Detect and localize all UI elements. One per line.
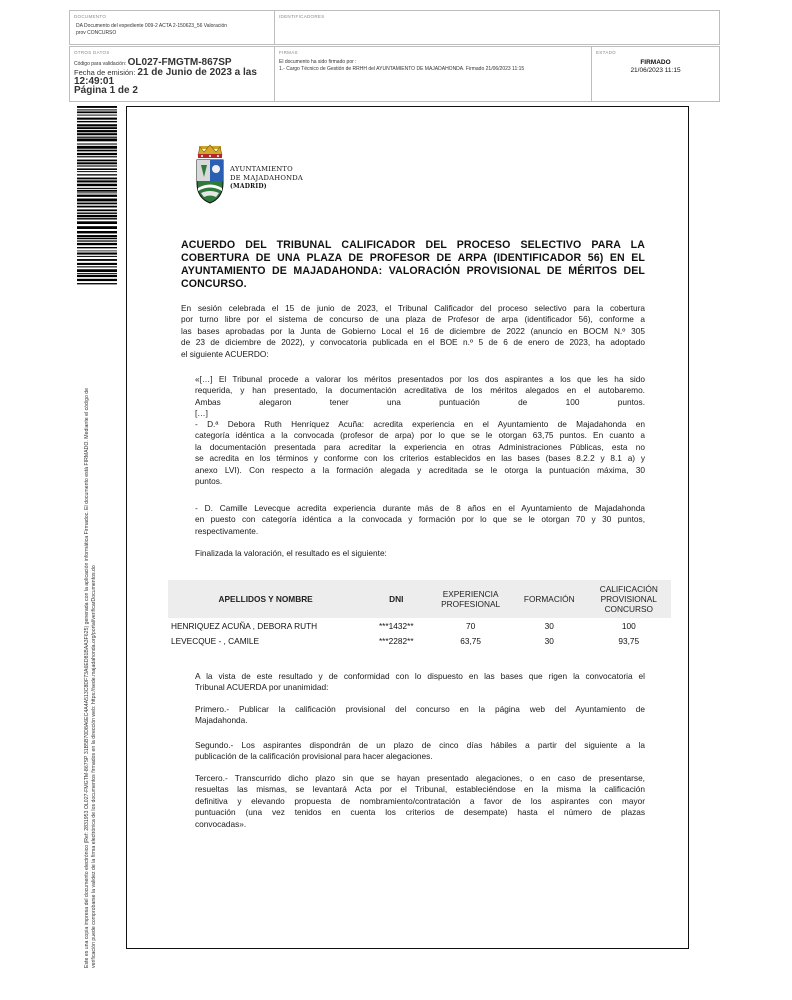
barcode-bar	[77, 215, 117, 217]
barcode-bar	[77, 226, 117, 229]
barcode-bar	[77, 127, 117, 129]
fecha-label: Fecha de emisión:	[74, 68, 136, 77]
coat-of-arms-icon	[192, 143, 228, 205]
barcode-bar	[77, 138, 117, 141]
validation-block	[74, 59, 274, 96]
barcode-bar	[77, 188, 117, 189]
org-name-line2: DE MAJADAHONDA	[230, 174, 304, 182]
text-line: respectivamente.	[195, 525, 259, 536]
text-line: resueltas las mismas, se levantará Acta por el Tribunal, estableciéndose en la misma la calificación	[195, 784, 645, 795]
text-line: requerida, y han presentado, la documentación acreditativa de los méritos alegados en el autobaremo.	[195, 385, 645, 396]
header-identificadores-box	[274, 10, 720, 45]
quote-paragraph-2	[195, 419, 645, 487]
estado-value: FIRMADO 21/06/2023 11:15	[630, 59, 681, 74]
barcode-icon	[77, 106, 117, 286]
codigo-value: OL027-FMGTM-867SP	[127, 57, 232, 68]
barcode-bar	[77, 111, 117, 113]
document-title: ACUERDO DEL TRIBUNAL CALIFICADOR DEL PROCESO SELECTIVO PARA LA COBERTURA DE UNA PLAZA DE PROFESOR DE ARPA (IDENTIFICADOR 56) EN EL AYUNTAMIENTO DE MAJADAHONDA: VALORACIÓN PROVISIONAL DE MÉRITOS DEL CONCURSO.	[181, 239, 645, 290]
barcode-bar	[77, 206, 117, 208]
text-line: puntuación (una vez tenidos en cuenta los criterios de desempate) hasta el número de plazas	[195, 807, 645, 818]
barcode-bar	[77, 263, 117, 265]
barcode-bar	[77, 146, 117, 149]
barcode-bar	[77, 279, 117, 281]
tercero-paragraph	[195, 773, 645, 830]
text-line: A la vista de este resultado y de conformidad con lo dispuesto en las bases que rigen la convocatoria el	[195, 671, 645, 681]
fecha-value: 21 de Junio de 2023 a las 12:49:01	[74, 67, 257, 87]
barcode-bar	[77, 259, 117, 261]
cell-nombre: LEVECQUE - , CAMILE	[171, 635, 260, 646]
barcode-bar	[77, 192, 117, 193]
cell-dni: ***1432**	[378, 620, 414, 631]
barcode-bar	[77, 275, 117, 277]
barcode-bar	[77, 266, 117, 267]
barcode-bar	[77, 231, 117, 233]
barcode-bar	[77, 109, 117, 110]
estado-label: ESTADO	[596, 50, 616, 55]
barcode-bar	[77, 243, 117, 245]
text-line: «[…] El Tribunal procede a valorar los méritos presentados por los dos aspirantes a los que les ha sido	[195, 374, 645, 384]
barcode-bar	[77, 273, 117, 274]
barcode-bar	[77, 180, 117, 182]
barcode-bar	[77, 174, 117, 175]
org-name-line3: (MADRID)	[230, 183, 267, 190]
barcode-bar	[77, 160, 117, 162]
barcode-bar	[77, 168, 117, 170]
barcode-bar	[77, 153, 117, 155]
text-line: en puesto con categoría idéntica a la convocada y formación por lo que se le otorgan 70 y 30 puntos,	[195, 514, 645, 525]
header-documento-box	[69, 10, 275, 45]
barcode-bar	[77, 251, 117, 252]
barcode-bar	[77, 269, 117, 272]
barcode-bar	[77, 195, 117, 197]
barcode-bar	[77, 115, 117, 116]
barcode-bar	[77, 184, 117, 186]
col-header-nombre: APELLIDOS Y NOMBRE	[168, 580, 363, 618]
barcode-bar	[77, 178, 117, 180]
quote-paragraph-3	[195, 503, 645, 537]
documento-value: DA Documento del expediente 009-2 ACTA 2-150623_56 Valoración prov CONCURSO	[76, 23, 228, 36]
col-header-experiencia: EXPERIENCIA PROFESIONAL	[429, 580, 512, 618]
col-header-calificacion: CALIFICACIÓN PROVISIONAL CONCURSO	[587, 580, 671, 618]
firmas-label: FIRMAS	[279, 50, 298, 55]
cell-experiencia: 63,75	[460, 635, 481, 646]
barcode-bar	[77, 235, 117, 237]
text-line: Ambas alegaron tener una puntuación de 100 puntos.	[195, 396, 645, 407]
quote-paragraph-1	[195, 374, 645, 420]
codigo-label: Código para validación:	[74, 61, 127, 67]
firmas-value: El documento ha sido firmado por : 1.- Cargo Técnico de Gestión de RRHH del AYUNTAMIENTO DE MAJADAHONDA. Firmado 21/06/2023 11:15	[279, 59, 525, 72]
text-line: anexo LVI). Con respecto a la formación alegada y acreditada se le otorga la puntuación máxima, 30	[195, 464, 645, 475]
barcode-bar	[77, 106, 117, 108]
barcode-bar	[77, 221, 117, 224]
vista-paragraph	[195, 671, 645, 694]
barcode-bar	[77, 190, 117, 192]
primero-paragraph	[195, 704, 645, 727]
cell-calificacion: 100	[621, 620, 636, 631]
text-line: Segundo.- Los aspirantes dispondrán de un plazo de cinco días hábiles a partir del siguiente a la	[195, 740, 645, 750]
barcode-bar	[77, 133, 117, 135]
table-row	[168, 618, 671, 633]
cell-formacion: 30	[544, 620, 554, 631]
documento-label: DOCUMENTO	[74, 14, 107, 19]
barcode-bar	[77, 240, 117, 241]
cell-dni: ***2282**	[378, 635, 414, 646]
barcode-bar	[77, 252, 117, 254]
barcode-bar	[77, 199, 117, 202]
text-line: Tercero.- Transcurrido dicho plazo sin que se hayan presentado alegaciones, o en caso de presentarse,	[195, 773, 645, 783]
finalizada-text: Finalizada la valoración, el resultado es el siguiente:	[195, 548, 387, 558]
barcode-bar	[77, 118, 117, 120]
pagina-label: Página 1 de 2	[74, 85, 138, 96]
cell-formacion: 30	[544, 635, 554, 646]
text-line: publicación de la calificación provisional para hacer alegaciones.	[195, 751, 433, 762]
text-line: definitiva y elevando propuesta de nombramiento/contratación a favor de los aspirantes con mayor	[195, 795, 645, 806]
text-line: En sesión celebrada el 15 de junio de 2023, el Tribunal Calificador del proceso selectivo para la cobertura	[181, 303, 645, 313]
barcode-bar	[77, 247, 117, 248]
barcode-bar	[77, 283, 117, 284]
side-legal-text-2: verificación puede comprobarse la validez de la firma electrónica de los documentos firmados en la dirección web: https://sede.majadahonda.org/portal/verificarDocumentos.do	[91, 565, 97, 968]
text-line: la documentación presentada para acreditar la experiencia en otras Administraciones Públicas, esta no	[195, 441, 645, 452]
col-header-formacion: FORMACIÓN	[512, 580, 587, 618]
barcode-bar	[77, 124, 117, 126]
intro-paragraph	[181, 303, 645, 360]
text-line: de 23 de diciembre de 2022), y convocatoria publicada en el BOE n.º 5 de 6 de enero de 2023, ha adoptado	[181, 337, 645, 348]
text-line: el siguiente ACUERDO:	[181, 348, 269, 359]
segundo-paragraph	[195, 740, 645, 763]
text-line: […]	[195, 408, 208, 419]
cell-nombre: HENRIQUEZ ACUÑA , DEBORA RUTH	[171, 620, 318, 631]
table-row	[168, 633, 671, 648]
barcode-bar	[77, 150, 117, 152]
barcode-bar	[77, 165, 117, 166]
barcode-bar	[77, 121, 117, 122]
barcode-bar	[77, 156, 117, 157]
barcode-bar	[77, 130, 117, 132]
text-line: las bases aprobadas por la Junta de Gobierno Local el 16 de diciembre de 2022 (anuncio en BOCM N.º 305	[181, 325, 645, 336]
cell-experiencia: 70	[465, 620, 476, 631]
text-line: Primero.- Publicar la calificación provisional del concurso en la página web del Ayuntamiento de	[195, 704, 645, 714]
cell-calificacion: 93,75	[618, 635, 640, 646]
barcode-bar	[77, 137, 117, 138]
text-line: categoría idéntica a la convocada (profesor de arpa) por lo que se le otorgan 63,75 puntos. En cuanto a	[195, 430, 645, 441]
col-header-dni: DNI	[363, 580, 429, 618]
text-line: puntos.	[195, 476, 223, 487]
barcode-bar	[77, 238, 117, 240]
barcode-bar	[77, 256, 117, 257]
barcode-bar	[77, 171, 117, 172]
header-firmas-box	[274, 46, 592, 102]
barcode-bar	[77, 213, 117, 214]
text-line: Majadahonda.	[195, 715, 248, 726]
text-line: se acredita en los términos y conforme con los criterios establecidos en las bases (bases 8.2.2 y 8.1 a) y	[195, 453, 645, 464]
barcode-bar	[77, 143, 117, 144]
text-line: - D.ª Debora Ruth Henríquez Acuña: acredita experiencia en el Ayuntamiento de Majadahonda en	[195, 419, 645, 429]
barcode-bar	[77, 162, 117, 164]
barcode-bar	[77, 218, 117, 219]
barcode-bar	[77, 209, 117, 211]
barcode-bar	[77, 203, 117, 205]
text-line: por turno libre por el sistema de concurso de una plaza de Profesor de arpa (identificador 56), conforme a	[181, 314, 645, 325]
text-line: Tribunal ACUERDA por unanimidad:	[195, 682, 329, 693]
identificadores-label: IDENTIFICADORES	[279, 14, 325, 19]
org-name-line1: AYUNTAMIENTO	[230, 165, 293, 173]
text-line: - D. Camille Levecque acredita experiencia durante más de 8 años en el Ayuntamiento de Majadahonda	[195, 503, 645, 513]
side-legal-text-1: Este es una copia impresa del documento electrónico (Ref: 2831953 OL027-FMGTM-867SP 31B5B70D8A6EC4A4A513C8DF73A6ED81BAA3F625) generada con la aplicación informática Firmadoc. El documento está FIRMADO. Mediante el código de	[84, 387, 90, 968]
table-header-row	[168, 580, 671, 618]
header-otros-datos-box	[69, 46, 275, 102]
header-estado-box	[591, 46, 720, 102]
results-table	[168, 580, 671, 648]
text-line: convocadas».	[195, 818, 247, 829]
otros-datos-label: OTROS DATOS	[74, 50, 110, 55]
